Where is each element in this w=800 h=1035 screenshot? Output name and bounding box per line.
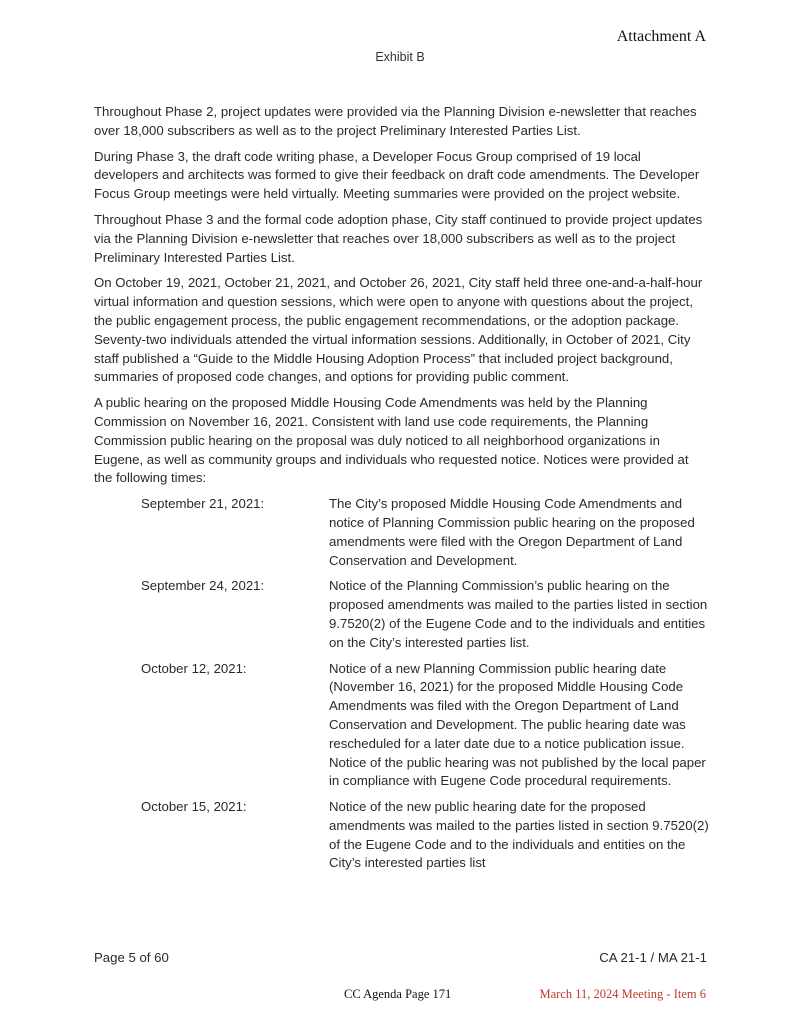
paragraph-info-sessions: On October 19, 2021, October 21, 2021, and October 26, 2021, City staff held three one-and-a-half-hour virtual information and question sessions, which were open to anyone with questions about the project, the public engagement process, the public engagement recommendations, or the adoption package. Seventy-two individuals attended the virtual information sessions. Additionally, in October of 2021, City staff published a “Guide to the Middle Housing Adoption Process” that included project background, summaries of proposed code changes, and options for providing public comment. [94, 275, 703, 385]
schedule-date: September 21, 2021: [141, 496, 265, 512]
case-number: CA 21-1 / MA 21-1 [599, 950, 707, 965]
notice-schedule [94, 495, 708, 873]
schedule-text: Notice of the new public hearing date for the proposed amendments was mailed to the parties listed in section 9.7520(2) of the Eugene Code and to the individuals and entities on the City’s interested parties list [329, 799, 709, 871]
schedule-date: October 12, 2021: [141, 660, 247, 676]
schedule-row [94, 660, 708, 792]
schedule-text: The City’s proposed Middle Housing Code Amendments and notice of Planning Commission public hearing on the proposed amendments were filed with the Oregon Department of Land Conservation and Development. [329, 496, 695, 568]
schedule-text: Notice of a new Planning Commission public hearing date (November 16, 2021) for the proposed Middle Housing Code Amendments was filed with the Oregon Department of Land Conservation and Development. The public hearing date was rescheduled for a later date due to a notice publication issue. Notice of the public hearing was not published by the local paper in compliance with Eugene Code procedural requirements. [329, 660, 706, 789]
paragraph-phase3-updates: Throughout Phase 3 and the formal code adoption phase, City staff continued to provide project updates via the Planning Division e-newsletter that reaches over 18,000 subscribers as well as to the project Preliminary Interested Parties List. [94, 211, 703, 265]
exhibit-label: Exhibit B [375, 50, 425, 64]
paragraph-public-hearing: A public hearing on the proposed Middle Housing Code Amendments was held by the Planning Commission on November 16, 2021. Consistent with land use code requirements, the Planning Commission public hearing on the proposal was duly noticed to all neighborhood organizations in Eugene, as well as community groups and individuals who requested notice. Notices were provided at the following times: [94, 395, 689, 486]
attachment-label: Attachment A [616, 28, 706, 45]
agenda-page: CC Agenda Page 171 [344, 987, 452, 1001]
paragraph-phase3-focus-group: During Phase 3, the draft code writing phase, a Developer Focus Group comprised of 19 local developers and architects was formed to give their feedback on draft code amendments. The Developer Focus Group meetings were held virtually. Meeting summaries were provided on the project website. [94, 148, 700, 202]
schedule-row [94, 798, 708, 873]
document-body [94, 103, 708, 880]
schedule-date: October 15, 2021: [141, 799, 247, 815]
schedule-date: September 24, 2021: [141, 578, 265, 594]
page-number: Page 5 of 60 [94, 950, 169, 965]
meeting-label: March 11, 2024 Meeting - Item 6 [539, 987, 706, 1001]
schedule-row [94, 495, 708, 570]
paragraph-phase2: Throughout Phase 2, project updates were provided via the Planning Division e-newsletter that reaches over 18,000 subscribers as well as to the project Preliminary Interested Parties List. [94, 104, 697, 138]
schedule-row [94, 577, 708, 652]
schedule-text: Notice of the Planning Commission’s public hearing on the proposed amendments was mailed to the parties listed in section 9.7520(2) of the Eugene Code and to the individuals and entities on the City’s interested parties list. [329, 578, 708, 650]
